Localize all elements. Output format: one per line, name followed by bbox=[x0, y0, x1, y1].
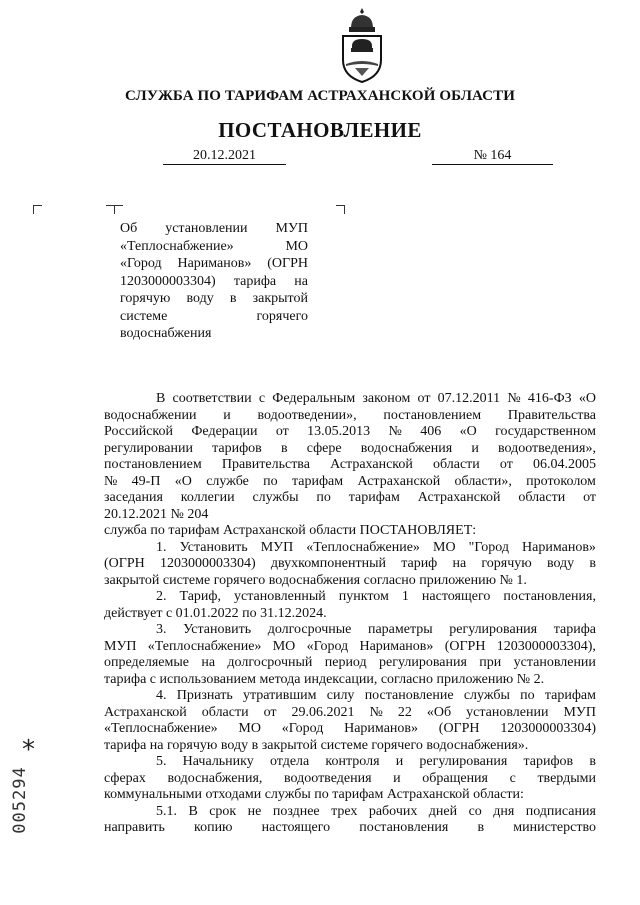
word: по bbox=[316, 490, 331, 505]
word: с bbox=[258, 391, 266, 406]
word: действует bbox=[104, 605, 163, 621]
word: с bbox=[149, 671, 156, 687]
word: постановлением bbox=[383, 407, 482, 423]
word: тарифам bbox=[332, 787, 384, 802]
corner-mark bbox=[33, 205, 42, 214]
word: сферах bbox=[104, 770, 146, 786]
word: тарифам bbox=[544, 688, 596, 703]
body-line bbox=[104, 523, 596, 540]
word: МО bbox=[272, 638, 296, 654]
word: Астраханской bbox=[330, 457, 413, 472]
word: от bbox=[275, 424, 289, 439]
word: 13.05.2013 bbox=[307, 424, 371, 439]
word: № bbox=[388, 424, 402, 439]
corner-mark bbox=[114, 205, 123, 214]
word: регулирования bbox=[449, 622, 538, 637]
word: 20.12.2021 bbox=[104, 506, 167, 522]
body-line bbox=[104, 391, 596, 408]
word: "Город bbox=[468, 539, 509, 555]
word: от bbox=[499, 457, 513, 472]
word: «Город bbox=[120, 256, 162, 271]
word: Начальнику bbox=[182, 754, 254, 769]
word: утратившим bbox=[242, 688, 317, 703]
document-date: 20.12.2021 bbox=[163, 148, 286, 165]
word: МУП bbox=[104, 638, 137, 654]
word: соответствии bbox=[172, 391, 252, 406]
word: МО bbox=[238, 721, 261, 736]
word: «Теплоснабжение» bbox=[147, 638, 262, 654]
word: 416-ФЗ bbox=[527, 391, 572, 406]
word: использованием bbox=[159, 671, 257, 687]
word: В bbox=[156, 391, 166, 406]
word: «Теплоснабжение» bbox=[120, 238, 234, 254]
word: (ОГРН bbox=[438, 721, 480, 736]
word: 2. bbox=[533, 671, 545, 687]
word: регулировании bbox=[104, 440, 193, 456]
word: 4. bbox=[156, 688, 167, 703]
word: индексации, bbox=[303, 671, 378, 687]
word: по bbox=[520, 688, 535, 703]
document-number: № 164 bbox=[432, 148, 553, 165]
word: 3. bbox=[156, 622, 167, 637]
word: период bbox=[324, 655, 367, 670]
word: Астраханской bbox=[222, 523, 306, 538]
word: настоящего bbox=[261, 820, 331, 835]
subject-line bbox=[120, 273, 308, 291]
word: на bbox=[201, 655, 216, 670]
document-body bbox=[104, 391, 596, 837]
word: срок bbox=[209, 803, 237, 819]
word: водоотведения bbox=[284, 770, 372, 786]
word: 06.04.2005 bbox=[532, 457, 596, 472]
body-line bbox=[104, 408, 596, 425]
word: Астраханской bbox=[357, 473, 441, 489]
word: «Теплоснабжение» bbox=[306, 539, 420, 555]
word: (ОГРН bbox=[444, 638, 486, 654]
word: 2. bbox=[156, 589, 167, 604]
word: отходами bbox=[205, 787, 262, 802]
body-line bbox=[104, 573, 596, 590]
word: Нариманов» bbox=[177, 256, 252, 271]
word: регулирования bbox=[379, 655, 467, 670]
body-line bbox=[104, 804, 596, 821]
word: 07.12.2011 bbox=[437, 391, 501, 406]
word: горячего bbox=[213, 572, 266, 588]
body-line bbox=[104, 655, 596, 672]
word: государственном bbox=[495, 424, 596, 439]
body-line bbox=[104, 787, 596, 804]
word: от bbox=[263, 704, 277, 720]
word: области», bbox=[454, 473, 512, 489]
word: водоснабжения bbox=[120, 326, 212, 341]
body-line bbox=[104, 441, 596, 458]
word: закрытой bbox=[104, 572, 160, 588]
word: долгосрочные bbox=[267, 622, 352, 637]
word: от bbox=[417, 391, 431, 406]
word: 1. bbox=[156, 539, 167, 555]
word: горячего bbox=[371, 737, 423, 753]
word: МУП bbox=[563, 704, 596, 720]
word: копию bbox=[193, 820, 233, 835]
word: «О bbox=[578, 391, 596, 406]
word: области bbox=[201, 704, 249, 720]
word: № bbox=[507, 391, 521, 406]
word: установлении bbox=[466, 704, 549, 720]
word: 1203000003304) bbox=[120, 273, 216, 289]
word: закрытой bbox=[252, 291, 308, 306]
word: двухкомпонентный bbox=[270, 556, 386, 571]
word: области bbox=[309, 523, 357, 538]
word: «О bbox=[174, 473, 192, 489]
body-line bbox=[104, 738, 596, 755]
word: Правительства bbox=[221, 457, 310, 472]
word: Нариманов» bbox=[344, 721, 419, 736]
word: водоснабжении bbox=[104, 407, 197, 423]
word: со bbox=[468, 803, 482, 819]
word: дней bbox=[428, 803, 458, 819]
word: согласно bbox=[363, 572, 416, 588]
body-line bbox=[104, 424, 596, 441]
body-line bbox=[104, 490, 596, 507]
word: службы bbox=[264, 787, 311, 802]
word: 5. bbox=[156, 754, 167, 769]
word: Астраханской bbox=[386, 787, 470, 802]
word: № bbox=[516, 671, 531, 687]
word: № bbox=[104, 473, 118, 489]
coat-of-arms-icon bbox=[337, 6, 387, 86]
word: водоотведении», bbox=[257, 407, 357, 423]
word: 1 bbox=[401, 589, 409, 604]
word: 406 bbox=[420, 424, 442, 439]
word: на bbox=[149, 737, 164, 753]
word: 1. bbox=[516, 572, 527, 588]
word: области bbox=[432, 457, 480, 472]
body-line bbox=[104, 721, 596, 738]
word: определяемые bbox=[104, 655, 189, 670]
word: Тариф, bbox=[179, 589, 221, 604]
word: воду bbox=[186, 291, 214, 306]
word: дня bbox=[493, 803, 515, 819]
word: водоснабжения bbox=[360, 440, 453, 456]
subject-line bbox=[120, 238, 308, 256]
word: от bbox=[583, 490, 596, 505]
word: по bbox=[242, 605, 257, 621]
word: в bbox=[589, 556, 596, 571]
word: постановление bbox=[364, 688, 454, 703]
word: постановления, bbox=[503, 589, 596, 604]
word: Российской bbox=[104, 424, 173, 439]
word: 29.06.2021 bbox=[291, 704, 355, 720]
word: отдела bbox=[269, 754, 310, 769]
word: Установить bbox=[179, 539, 248, 555]
word: службы bbox=[463, 688, 510, 703]
word: по bbox=[314, 787, 329, 802]
word: настоящего bbox=[421, 589, 491, 604]
word: горячую bbox=[120, 291, 171, 306]
body-line bbox=[104, 540, 596, 557]
word: рабочих bbox=[368, 803, 418, 819]
word: согласно bbox=[380, 671, 433, 687]
word: горячего bbox=[256, 308, 308, 324]
word: 01.01.2022 bbox=[175, 605, 239, 621]
word: в bbox=[589, 754, 596, 769]
word: «Город bbox=[281, 721, 324, 736]
word: службе bbox=[206, 473, 249, 489]
word: контроля bbox=[325, 754, 380, 769]
word: в bbox=[477, 820, 485, 835]
body-line bbox=[104, 507, 596, 524]
word: службы bbox=[252, 490, 299, 505]
word: с bbox=[509, 770, 516, 786]
subject-line bbox=[120, 308, 308, 326]
word: 1203000003304) bbox=[159, 556, 256, 571]
word: тарифов bbox=[212, 440, 262, 456]
word: и bbox=[223, 407, 231, 423]
body-line bbox=[104, 705, 596, 722]
word: 31.12.2024. bbox=[260, 605, 327, 621]
word: водоотведения», bbox=[497, 440, 596, 456]
body-line bbox=[104, 639, 596, 656]
word: долгосрочный bbox=[227, 655, 313, 670]
word: МО bbox=[285, 238, 308, 254]
subject-line bbox=[120, 325, 308, 343]
word: приложению bbox=[436, 671, 514, 687]
word: метода bbox=[259, 671, 301, 687]
word: водоснабжения». bbox=[426, 737, 529, 753]
word: и bbox=[395, 754, 404, 769]
body-line bbox=[104, 474, 596, 491]
word: «Об bbox=[426, 704, 452, 720]
word: тарифов bbox=[523, 754, 574, 769]
word: Федеральным bbox=[272, 391, 356, 406]
word: 204 bbox=[187, 506, 209, 522]
word: Нариманов» bbox=[359, 638, 434, 654]
word: параметры bbox=[367, 622, 433, 637]
word: Астраханской bbox=[417, 490, 501, 505]
body-line bbox=[104, 688, 596, 705]
word: тарифам bbox=[291, 473, 344, 489]
word: «Теплоснабжение» bbox=[104, 721, 218, 736]
margin-asterisk: * bbox=[22, 735, 35, 765]
word: Установить bbox=[183, 622, 252, 637]
word: постановлением bbox=[104, 457, 202, 472]
word: служба bbox=[104, 523, 147, 538]
word: установленный bbox=[234, 589, 326, 604]
word: направить bbox=[104, 820, 165, 835]
word: (ОГРН bbox=[267, 256, 308, 271]
word: Федерации bbox=[191, 424, 258, 439]
word: МО bbox=[433, 539, 456, 555]
word: постановления bbox=[359, 820, 449, 835]
body-line bbox=[104, 457, 596, 474]
word: Астраханской bbox=[104, 704, 187, 720]
word: министерство bbox=[513, 820, 596, 835]
word: подписания bbox=[525, 803, 596, 819]
word: в bbox=[251, 737, 259, 753]
word: Нариманов» bbox=[522, 539, 596, 555]
word: тарифа bbox=[233, 273, 277, 289]
word: воду bbox=[546, 556, 575, 571]
word: 1203000003304) bbox=[500, 721, 596, 736]
word: законом bbox=[362, 391, 411, 406]
body-line bbox=[104, 606, 596, 623]
word: при bbox=[479, 655, 502, 670]
word: МУП bbox=[275, 221, 308, 236]
word: позднее bbox=[272, 803, 320, 819]
word: в bbox=[229, 291, 237, 306]
word: водоснабжения, bbox=[167, 770, 263, 786]
word: воду bbox=[220, 737, 249, 753]
word: горячую bbox=[481, 556, 532, 571]
word: сфере bbox=[306, 440, 342, 456]
word: Правительства bbox=[507, 407, 596, 423]
word: № bbox=[170, 506, 184, 522]
body-line bbox=[104, 820, 596, 837]
margin-serial-number: 005294 bbox=[10, 766, 30, 834]
word: № bbox=[369, 704, 383, 720]
word: установлении bbox=[513, 655, 596, 670]
document-subject bbox=[120, 220, 308, 343]
subject-line bbox=[120, 255, 308, 273]
word: тарифам bbox=[168, 523, 220, 538]
word: на bbox=[294, 273, 308, 289]
body-line bbox=[104, 672, 596, 689]
word: «О bbox=[459, 424, 477, 439]
word: протоколом bbox=[526, 473, 596, 489]
word: тариф bbox=[401, 556, 438, 571]
word: и bbox=[471, 440, 479, 456]
word: закрытой bbox=[261, 737, 318, 753]
word: В bbox=[188, 803, 198, 819]
body-line bbox=[104, 556, 596, 573]
word: твердыми bbox=[537, 770, 596, 786]
word: 49-П bbox=[131, 473, 161, 489]
word: области: bbox=[473, 787, 524, 802]
word: № bbox=[499, 572, 513, 588]
word: системе bbox=[120, 308, 168, 324]
word: обращения bbox=[422, 770, 488, 786]
word: 22 bbox=[397, 704, 412, 720]
word: 1203000003304), bbox=[496, 638, 596, 654]
word: силу bbox=[326, 688, 355, 703]
word: коммунальными bbox=[104, 787, 202, 802]
word: трех bbox=[331, 803, 358, 819]
word: Признать bbox=[176, 688, 233, 703]
word: области bbox=[518, 490, 566, 505]
word: по bbox=[263, 473, 278, 489]
word: тарифа bbox=[104, 737, 147, 753]
word: ПОСТАНОВЛЯЕТ: bbox=[359, 523, 477, 538]
agency-name: СЛУЖБА ПО ТАРИФАМ АСТРАХАНСКОЙ ОБЛАСТИ bbox=[125, 88, 515, 104]
word: и bbox=[393, 770, 401, 786]
word: коллегии bbox=[180, 490, 235, 505]
word: системе bbox=[162, 572, 211, 588]
word: регулирования bbox=[419, 754, 508, 769]
corner-mark bbox=[336, 205, 345, 214]
word: тарифам bbox=[348, 490, 400, 505]
word: 5.1. bbox=[156, 803, 177, 819]
word: водоснабжения bbox=[268, 572, 361, 588]
word: с bbox=[165, 605, 173, 621]
word: МУП bbox=[260, 539, 294, 555]
word: (ОГРН bbox=[104, 556, 145, 571]
body-line bbox=[104, 622, 596, 639]
body-line bbox=[104, 754, 596, 771]
word: тарифа bbox=[553, 622, 596, 637]
word: горячую bbox=[167, 737, 218, 753]
word: на bbox=[452, 556, 467, 571]
word: «Город bbox=[306, 638, 349, 654]
word: тарифа bbox=[104, 671, 147, 687]
word: системе bbox=[320, 737, 368, 753]
body-line bbox=[104, 771, 596, 788]
word: не bbox=[247, 803, 262, 819]
body-line bbox=[104, 589, 596, 606]
word: приложению bbox=[419, 572, 497, 588]
word: пунктом bbox=[338, 589, 389, 604]
document-type: ПОСТАНОВЛЕНИЕ bbox=[218, 118, 422, 142]
word: в bbox=[280, 440, 288, 456]
subject-line bbox=[120, 290, 308, 308]
word: установлении bbox=[165, 221, 248, 236]
subject-line bbox=[120, 220, 308, 238]
word: заседания bbox=[104, 490, 163, 505]
word: Об bbox=[120, 221, 138, 236]
word: по bbox=[150, 523, 165, 538]
